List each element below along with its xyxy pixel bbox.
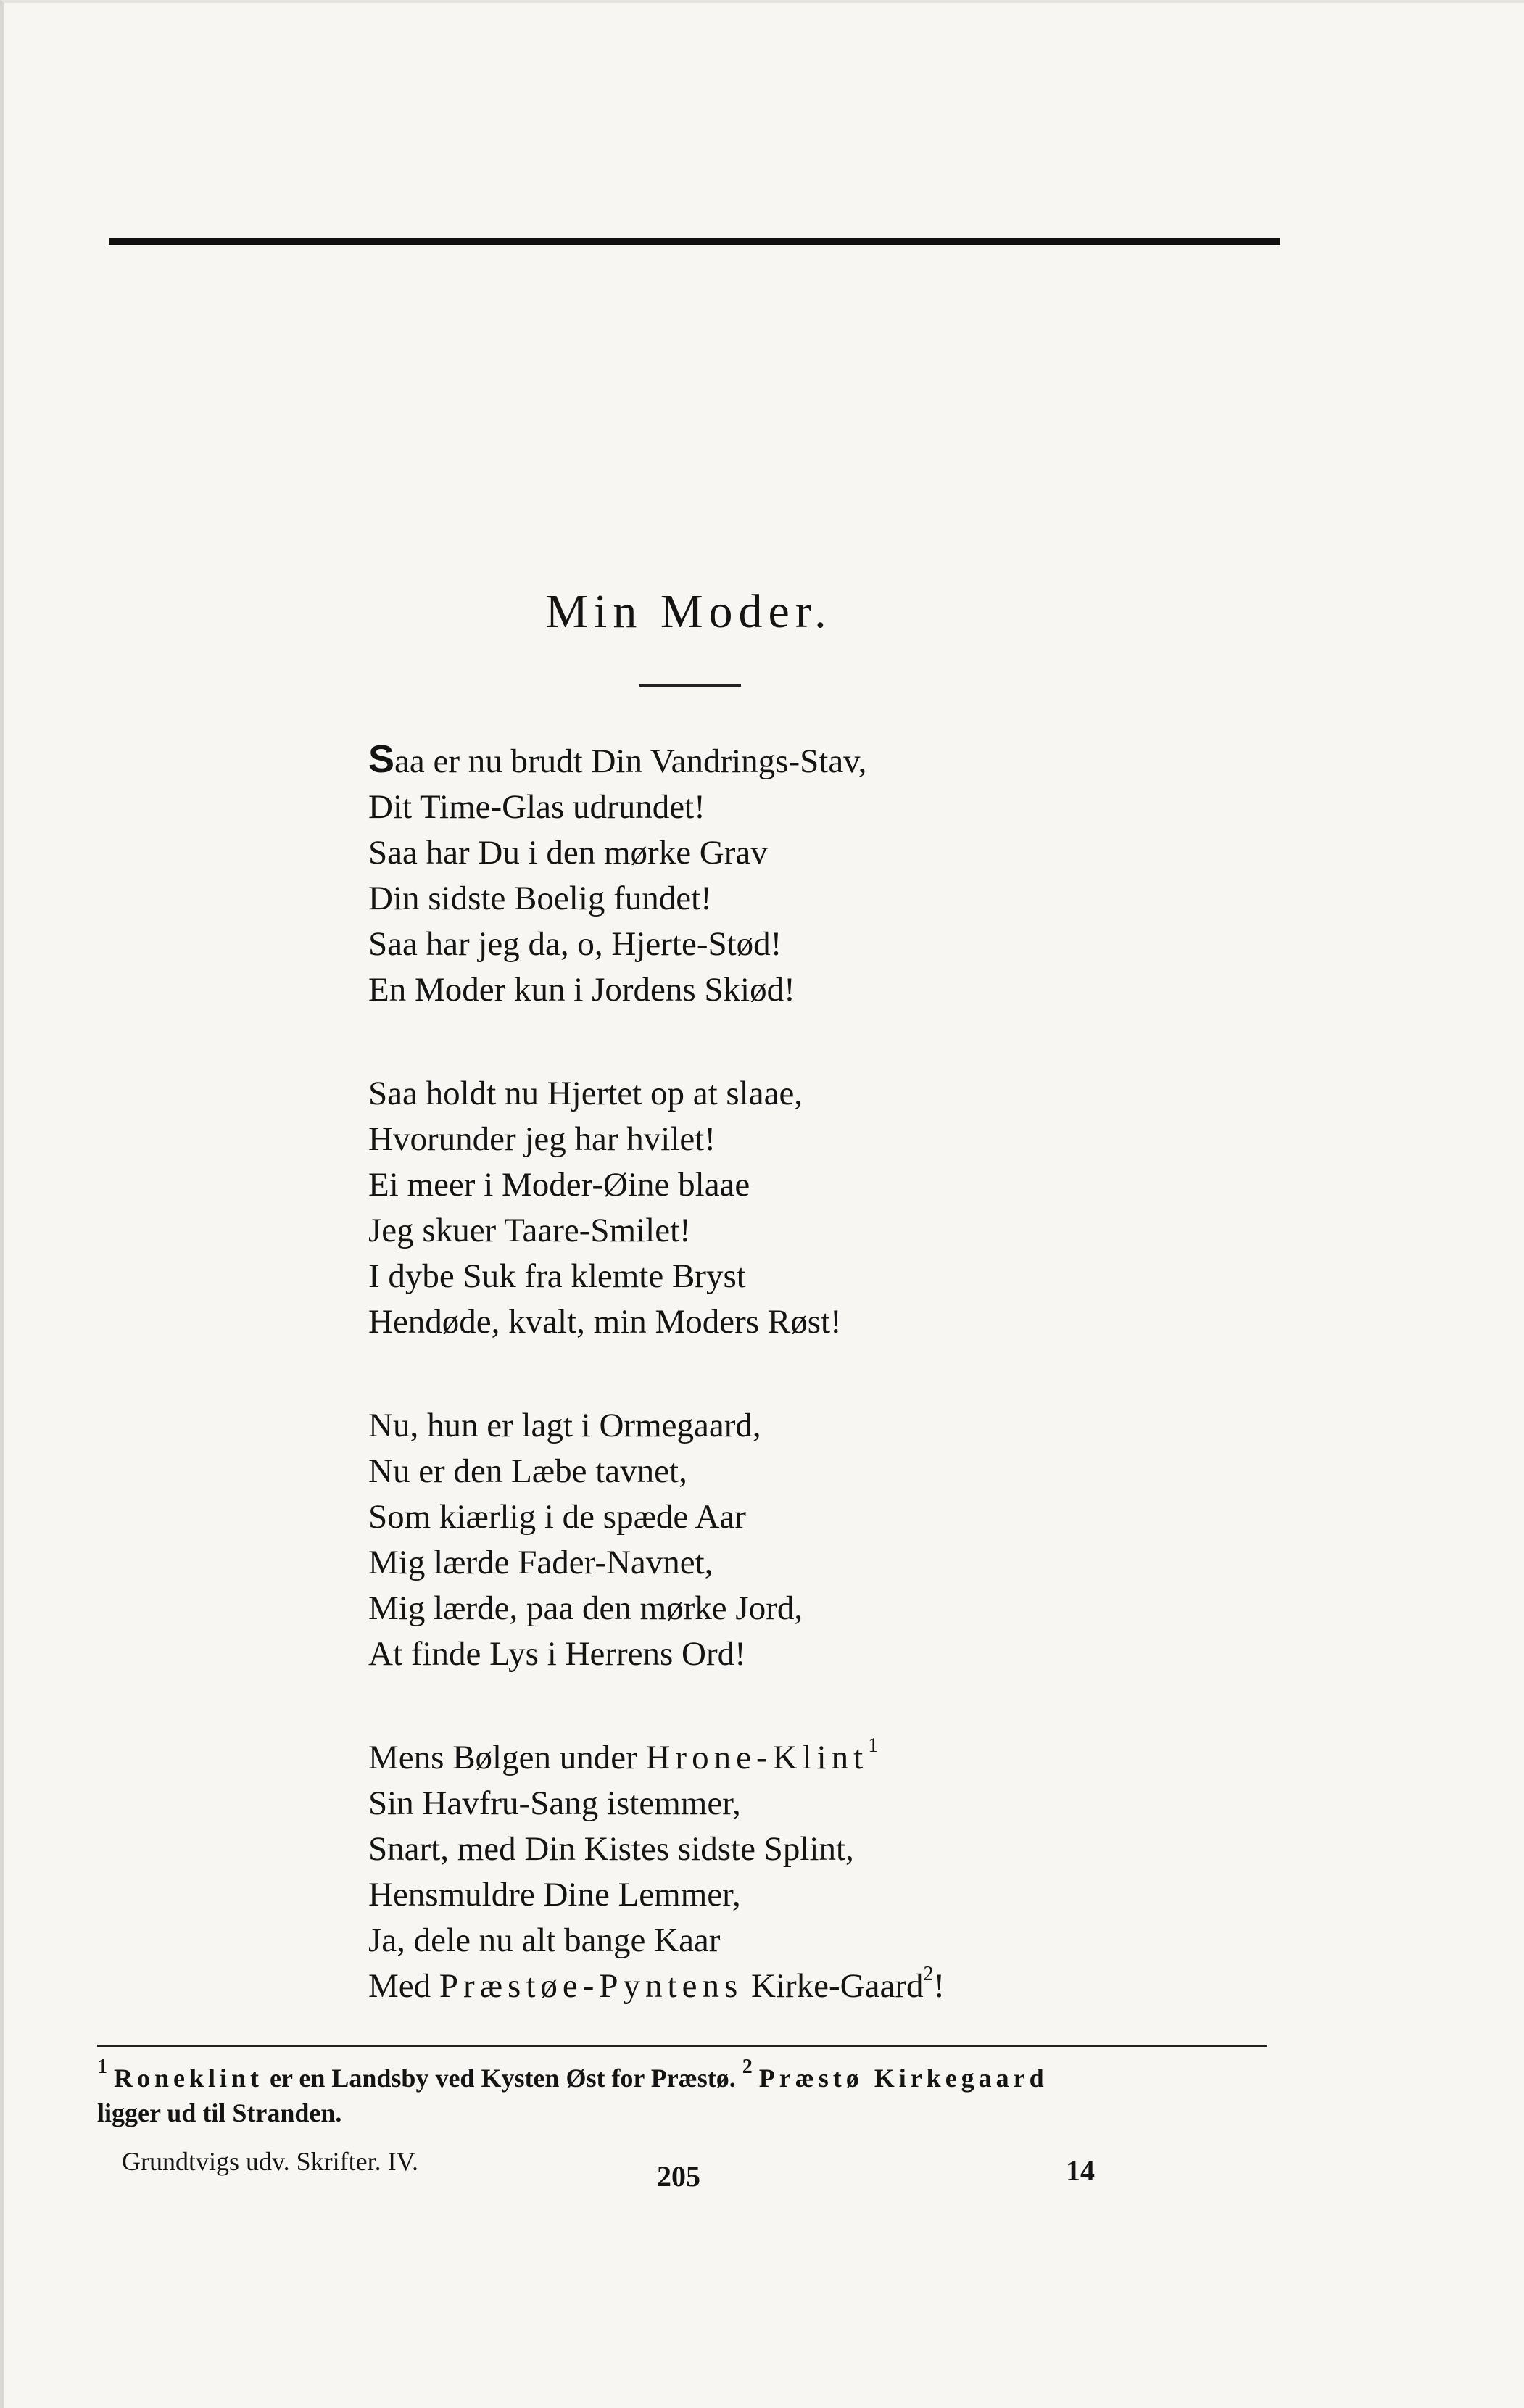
poem-title: Min Moder. [545, 585, 832, 638]
poem-line: Saa er nu brudt Din Vandrings-Stav, [368, 737, 867, 781]
book-signature-title: Grundtvigs udv. Skrifter. IV. [122, 2147, 418, 2176]
footnote-block: $^1$ Roneklint er en Landsby ved Kysten Øst for Præstø. $^2$ Præstø Kirkegaard ligger ud til Stranden. [97, 2056, 1048, 2127]
poem-line: Som kiærlig i de spæde Aar [368, 1498, 746, 1536]
place-name: Præstøe-Pyntens [439, 1967, 743, 2005]
footnote-ref: 1 [868, 1734, 879, 1758]
footnote-term: Præstø Kirkegaard [758, 2064, 1048, 2093]
poem-line: Ja, dele nu alt bange Kaar [368, 1921, 721, 1959]
place-name: Hrone-Klint [645, 1739, 869, 1776]
poem-line: Hendøde, kvalt, min Moders Røst! [368, 1303, 842, 1341]
poem-line: Saa har jeg da, o, Hjerte-Stød! [368, 925, 782, 963]
stanza-2 [368, 1071, 1311, 1345]
poem-line: At finde Lys i Herrens Ord! [368, 1635, 746, 1673]
poem-line: Hvorunder jeg har hvilet! [368, 1120, 716, 1158]
poem-line: Nu er den Læbe tavnet, [368, 1452, 687, 1490]
poem-line: En Moder kun i Jordens Skiød! [368, 971, 795, 1009]
stanza-4 [368, 1735, 1311, 2009]
stanza-3 [368, 1403, 1311, 1677]
footnote-term: Roneklint [114, 2064, 264, 2093]
footnote-rule [97, 2045, 1267, 2047]
poem [368, 737, 1311, 2067]
footnote-number: 1 [97, 2056, 107, 2078]
poem-line: Nu, hun er lagt i Ormegaard, [368, 1407, 761, 1444]
poem-line: Ei meer i Moder-Øine blaae [368, 1166, 750, 1204]
poem-line: Snart, med Din Kistes sidste Splint, [368, 1830, 854, 1868]
poem-line: Med Præstøe-Pyntens Kirke-Gaard$^2$! [368, 1963, 945, 2005]
poem-line: Saa holdt nu Hjertet op at slaae, [368, 1075, 803, 1112]
poem-line: Saa har Du i den mørke Grav [368, 834, 768, 872]
signature-mark: 14 [1066, 2154, 1095, 2187]
top-rule [109, 238, 1280, 245]
stanza-1 [368, 737, 1311, 1013]
poem-line: Din sidste Boelig fundet! [368, 880, 712, 917]
poem-line: I dybe Suk fra klemte Bryst [368, 1257, 746, 1295]
footnote-number: 2 [742, 2056, 753, 2078]
poem-line: Sin Havfru-Sang istemmer, [368, 1784, 741, 1822]
poem-line: Dit Time-Glas udrundet! [368, 788, 705, 826]
initial-letter: S [368, 737, 395, 781]
title-rule [639, 684, 741, 687]
poem-line: Mig lærde Fader-Navnet, [368, 1544, 713, 1581]
footnote-ref: 2 [923, 1963, 934, 1986]
poem-line: Mens Bølgen under Hrone-Klint$^1$ [368, 1734, 879, 1776]
poem-line: Mig lærde, paa den mørke Jord, [368, 1589, 803, 1627]
page-number: 205 [657, 2160, 700, 2193]
poem-line: Hensmuldre Dine Lemmer, [368, 1876, 741, 1913]
poem-line: Jeg skuer Taare-Smilet! [368, 1212, 691, 1249]
